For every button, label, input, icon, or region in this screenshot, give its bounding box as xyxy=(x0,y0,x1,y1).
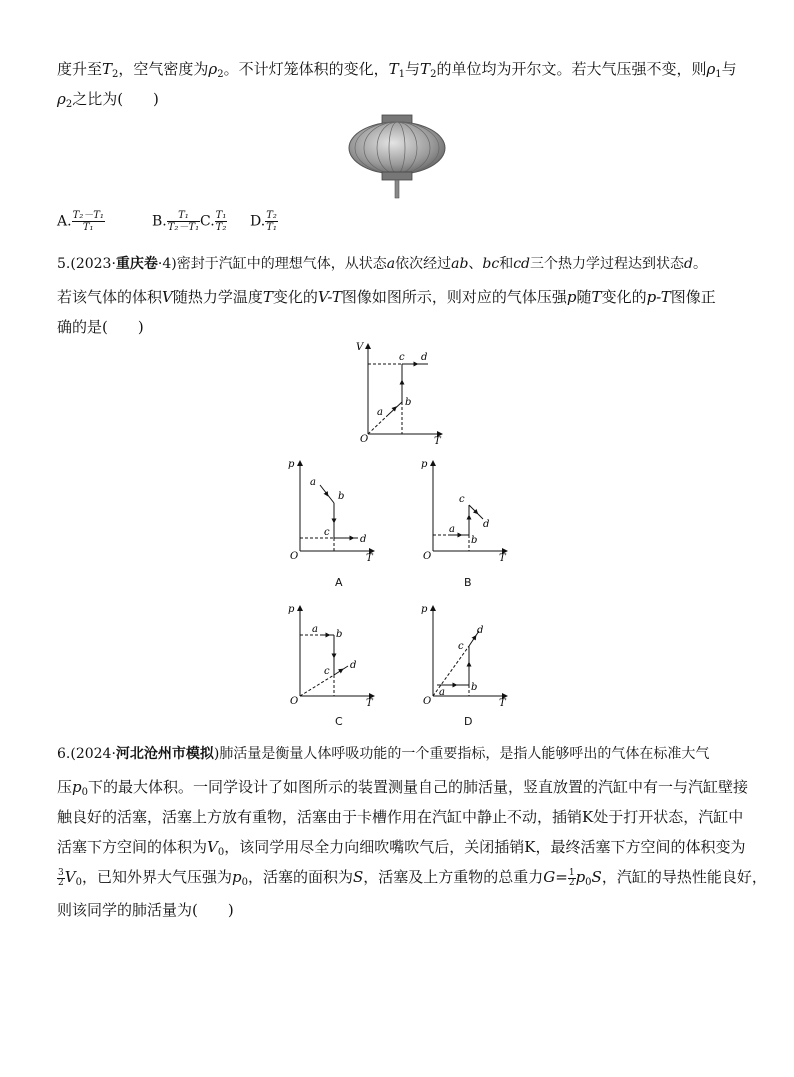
q5-text: 和 xyxy=(499,256,514,272)
var-T: T xyxy=(591,288,602,306)
q6-text: ，活塞及上方重物的总重力 xyxy=(363,868,544,886)
option-b-frac xyxy=(167,210,200,233)
q6-text: 活塞下方空间的体积为 xyxy=(57,838,208,856)
sub: 2 xyxy=(112,69,119,80)
q4-text: 之比为( ) xyxy=(72,90,159,108)
sub: 2 xyxy=(65,99,73,110)
q6-text: 压 xyxy=(57,778,73,796)
a-p-label: p xyxy=(288,459,295,470)
var-V0: V xyxy=(207,838,218,856)
d-p-label: p xyxy=(421,604,428,615)
option-d-frac xyxy=(265,210,278,233)
pt-graph-c[interactable] xyxy=(280,600,380,710)
q5-text: 依次经过 xyxy=(395,256,452,272)
frac-num: T₁ xyxy=(167,210,200,222)
q6-text: )肺活量是衡量人体呼吸功能的一个重要指标，是指人能够呼出的气体在标准大气 xyxy=(213,746,710,762)
pt-graph-b[interactable] xyxy=(413,455,513,565)
frac-num: 1 xyxy=(568,867,575,878)
c-c-label: c xyxy=(324,666,330,677)
q4-text: 与 xyxy=(405,60,421,78)
q6-number: 6.(2024· xyxy=(57,746,116,762)
var-pT: p-T xyxy=(646,288,671,306)
var-V: V xyxy=(162,288,173,306)
vt-d-label: d xyxy=(421,352,428,363)
var-rho: ρ xyxy=(208,60,218,78)
a-b-label: b xyxy=(338,491,345,502)
q5-text: 变化的 xyxy=(272,288,318,306)
q5-text: 图像正 xyxy=(670,288,716,306)
a-d-label: d xyxy=(360,534,367,545)
pt-graph-a[interactable] xyxy=(280,455,380,565)
frac-den: T₁ xyxy=(266,222,277,233)
q6-line-2 xyxy=(57,776,748,798)
q4-text: 的单位均为开尔文。若大气压强不变，则 xyxy=(436,60,707,78)
sub: 2 xyxy=(430,69,437,80)
frac-den: T₂－T₁ xyxy=(167,222,200,233)
sub: 0 xyxy=(217,847,225,858)
option-d[interactable] xyxy=(250,210,278,233)
three-halves-frac xyxy=(57,869,65,888)
q6-text: ，该同学用尽全力向细吹嘴吹气后，关闭插销K，最终活塞下方空间的体积变为 xyxy=(224,838,746,856)
option-c[interactable] xyxy=(200,210,227,233)
pt-graph-d[interactable] xyxy=(413,600,513,710)
lantern-tassel xyxy=(395,180,399,198)
c-origin-label: O xyxy=(290,696,299,707)
q4-text: 与 xyxy=(721,60,737,78)
q5-text: ·4)密封于汽缸中的理想气体，从状态 xyxy=(157,256,387,272)
frac-den: T₁ xyxy=(82,222,94,233)
sub: 0 xyxy=(585,877,592,888)
option-a-label: A. xyxy=(57,213,72,230)
c-t-label: T xyxy=(366,698,373,709)
vt-b-label: b xyxy=(405,397,412,408)
d-c-label: c xyxy=(458,641,464,652)
q4-line-2 xyxy=(57,88,159,110)
var-V0: V xyxy=(64,868,76,886)
q5-line-2 xyxy=(57,286,716,307)
option-c-label: C. xyxy=(200,213,215,230)
q4-line-1 xyxy=(57,58,737,80)
var-T: T xyxy=(420,60,431,78)
option-b-label: B. xyxy=(152,213,167,230)
q4-text: 。不计灯笼体积的变化， xyxy=(223,60,389,78)
q6-text: ，汽缸的导热性能良好， xyxy=(601,868,767,886)
q5-text: 变化的 xyxy=(601,288,647,306)
q6-text: 触良好的活塞，活塞上方放有重物，活塞由于卡槽作用在汽缸中静止不动，插销K处于打开状态，汽缸中 xyxy=(57,808,744,826)
graph-c-label: C xyxy=(335,715,343,728)
b-c-label: c xyxy=(459,494,465,505)
var-S: S xyxy=(591,868,602,886)
lantern-figure xyxy=(345,112,450,202)
vt-c-label: c xyxy=(399,352,405,363)
q5-source: 重庆卷 xyxy=(115,256,158,272)
var-a: a xyxy=(386,256,396,272)
var-p0: p xyxy=(72,778,82,796)
frac-den: 2 xyxy=(568,877,575,888)
q5-line-1 xyxy=(57,253,707,273)
q5-text: 图像如图所示，则对应的气体压强 xyxy=(341,288,567,306)
d-t-label: T xyxy=(499,698,506,709)
b-a-label: a xyxy=(449,524,455,535)
q4-text: ，空气密度为 xyxy=(118,60,209,78)
c-a-label: a xyxy=(312,624,318,635)
option-a-frac xyxy=(72,210,105,233)
sub: 0 xyxy=(241,877,248,888)
frac-den: 2 xyxy=(58,877,64,888)
option-c-frac xyxy=(215,210,228,233)
var-cd: cd xyxy=(513,256,531,272)
sub: 1 xyxy=(715,69,722,80)
vt-graph xyxy=(348,340,448,450)
lantern-base xyxy=(382,172,412,180)
vt-origin-label: O xyxy=(360,434,369,445)
q5-text: 随热力学温度 xyxy=(172,288,263,306)
q6-line-1 xyxy=(57,743,709,763)
d-a-label: a xyxy=(439,687,445,698)
half-frac xyxy=(568,869,576,888)
vt-t-label: T xyxy=(434,436,441,447)
d-origin-label: O xyxy=(423,696,432,707)
var-T: T xyxy=(102,60,113,78)
q6-text: ，活塞的面积为 xyxy=(247,868,353,886)
d-d-label: d xyxy=(477,625,484,636)
q5-text: 三个热力学过程达到状态 xyxy=(530,256,685,272)
c-b-label: b xyxy=(336,629,343,640)
var-bc: bc xyxy=(482,256,500,272)
a-a-label: a xyxy=(310,477,316,488)
q5-text: 随 xyxy=(576,288,592,306)
q5-number: 5.(2023· xyxy=(57,256,116,272)
q6-line-3 xyxy=(57,806,743,827)
q6-text: 则该同学的肺活量为( ) xyxy=(57,901,234,919)
a-t-label: T xyxy=(366,553,373,564)
var-d: d xyxy=(684,256,693,272)
sub: 1 xyxy=(398,69,406,80)
q5-line-3 xyxy=(57,316,144,337)
option-b[interactable] xyxy=(152,210,200,233)
b-origin-label: O xyxy=(423,551,432,562)
graph-b-label: B xyxy=(464,576,472,589)
b-p-label: p xyxy=(421,459,428,470)
q6-line-5 xyxy=(57,866,767,888)
var-p: p xyxy=(566,288,577,306)
frac-den: T₂ xyxy=(215,222,227,233)
q6-line-4 xyxy=(57,836,745,858)
b-t-label: T xyxy=(499,553,506,564)
option-d-label: D. xyxy=(250,213,266,230)
q4-text: 度升至 xyxy=(57,60,103,78)
frac-num: T₂－T₁ xyxy=(72,210,104,221)
q6-source: 河北沧州市模拟 xyxy=(115,746,214,762)
vt-a-label: a xyxy=(377,407,383,418)
var-G: G xyxy=(543,868,556,886)
var-rho: ρ xyxy=(706,60,716,78)
sub: 0 xyxy=(81,787,88,798)
var-T: T xyxy=(388,60,399,78)
q6-text: 下的最大体积。一同学设计了如图所示的装置测量自己的肺活量，竖直放置的汽缸中有一与汽缸壁接 xyxy=(88,778,749,796)
q5-text: 确的是( ) xyxy=(57,318,144,336)
sub: 2 xyxy=(217,69,224,80)
var-VT: V-T xyxy=(317,288,342,306)
var-rho: ρ xyxy=(57,90,66,108)
var-p0: p xyxy=(231,868,242,886)
b-d-label: d xyxy=(483,519,490,530)
a-c-label: c xyxy=(324,527,330,538)
var-S: S xyxy=(352,868,364,886)
equals: = xyxy=(555,868,568,886)
sub: 0 xyxy=(75,877,82,888)
c-d-label: d xyxy=(350,660,357,671)
var-p0: p xyxy=(575,868,586,886)
q5-text: 若该气体的体积 xyxy=(57,288,163,306)
var-ab: ab xyxy=(451,256,469,272)
d-b-label: b xyxy=(471,682,478,693)
var-T: T xyxy=(262,288,273,306)
b-b-label: b xyxy=(471,535,478,546)
option-a[interactable] xyxy=(57,210,105,233)
frac-num: T₂ xyxy=(266,210,277,221)
q6-text: ，已知外界大气压强为 xyxy=(81,868,232,886)
graph-a-label: A xyxy=(335,576,343,589)
frac-num: T₁ xyxy=(215,210,227,221)
q5-text: 、 xyxy=(468,256,483,272)
frac-num: 3 xyxy=(58,867,64,878)
c-p-label: p xyxy=(288,604,295,615)
vt-v-label: V xyxy=(356,342,364,353)
q6-line-6 xyxy=(57,899,234,920)
lantern-body xyxy=(349,122,445,174)
q5-text: 。 xyxy=(693,256,707,272)
graph-d-label: D xyxy=(464,715,473,728)
a-origin-label: O xyxy=(290,551,299,562)
